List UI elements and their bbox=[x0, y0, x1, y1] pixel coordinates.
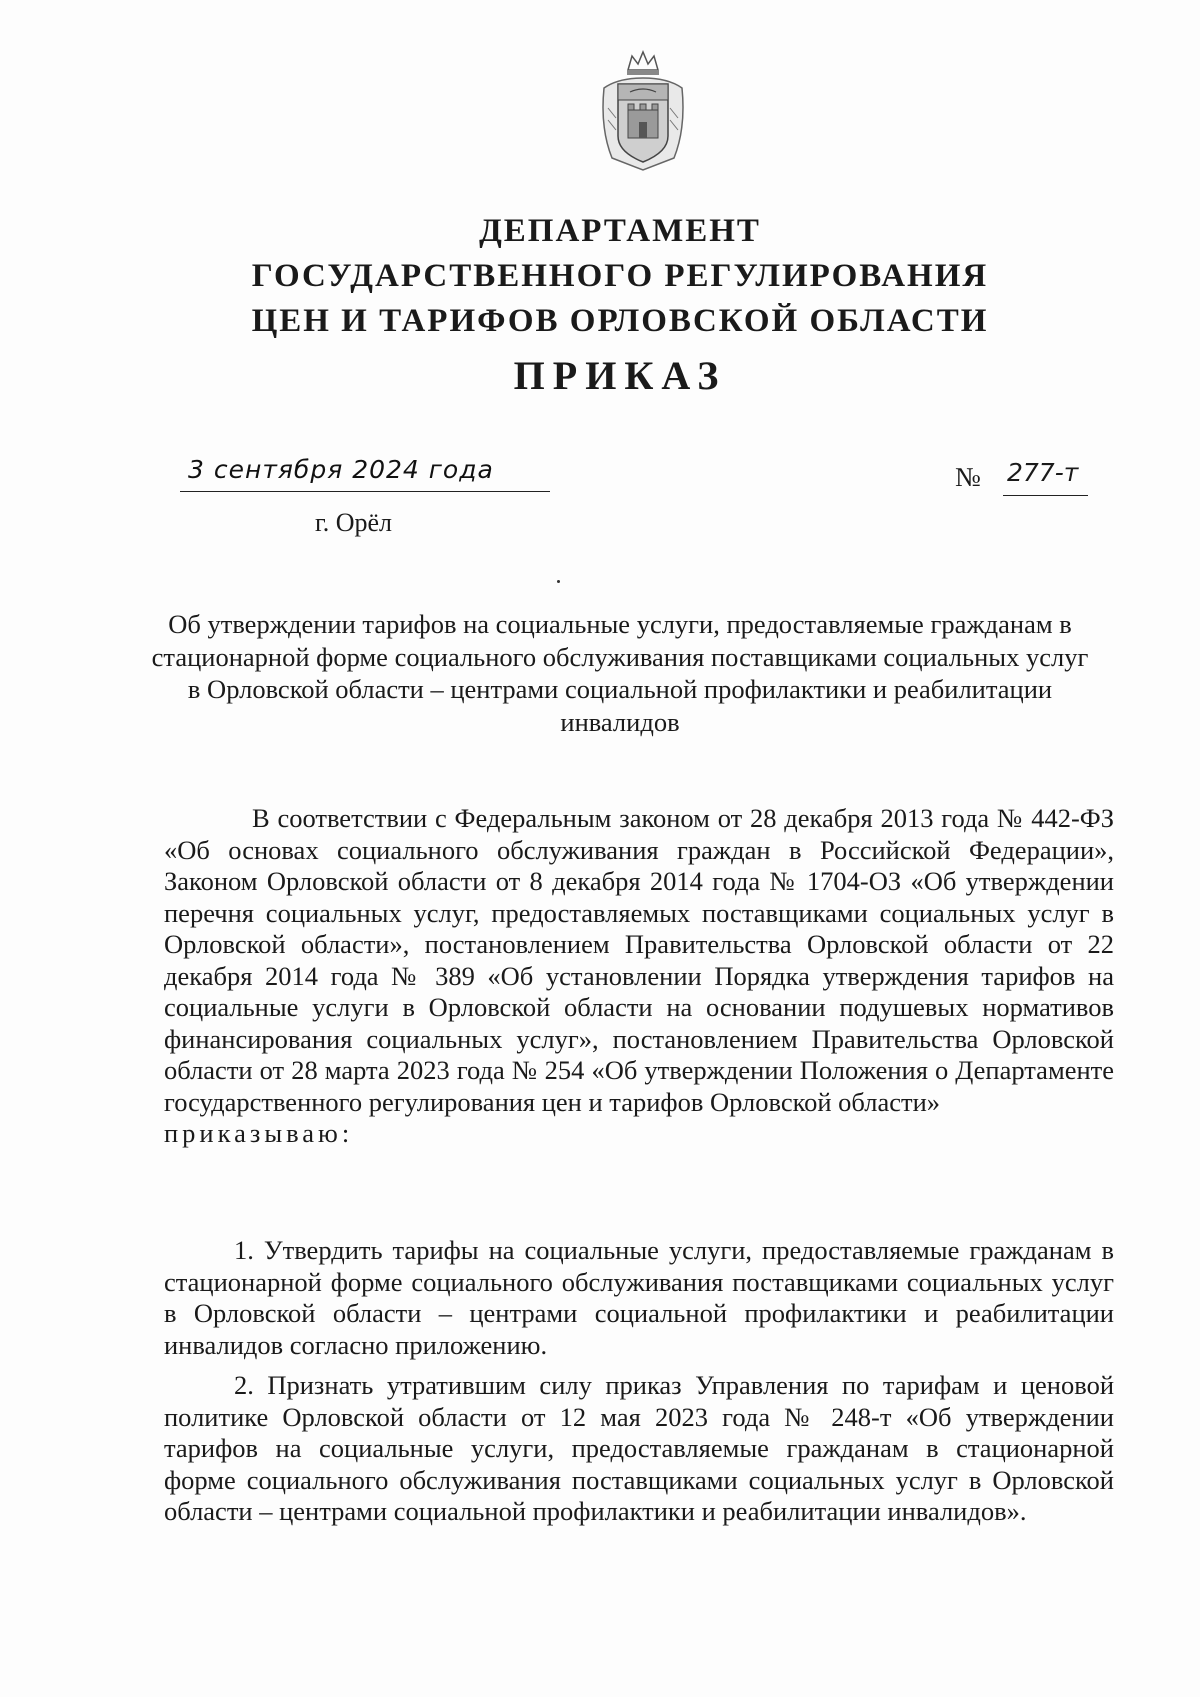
header-line-1: ДЕПАРТАМЕНТ bbox=[479, 213, 761, 249]
item-1-paragraph: 1. Утвердить тарифы на социальные услуги, предоставляемые гражданам в стационарной форме социального обслуживания поставщиками социальных услуг в Орловской области – центрами социальной профилактики и реабилитации инвалидов согласно приложению. bbox=[164, 1235, 1114, 1360]
number-sign: № bbox=[955, 462, 981, 492]
handwritten-date: 3 сентября 2024 года bbox=[188, 455, 494, 484]
header-line-2: ГОСУДАРСТВЕННОГО РЕГУЛИРОВАНИЯ bbox=[251, 258, 989, 294]
handwritten-number: 277-т bbox=[1007, 458, 1079, 487]
city-label: г. Орёл bbox=[315, 508, 393, 537]
stray-dot bbox=[557, 580, 560, 583]
number-underline bbox=[1003, 495, 1088, 496]
order-word: приказываю: bbox=[164, 1118, 354, 1148]
header-line-3: ЦЕН И ТАРИФОВ ОРЛОВСКОЙ ОБЛАСТИ bbox=[251, 303, 989, 339]
item-2-paragraph: 2. Признать утратившим силу приказ Управления по тарифам и ценовой политике Орловской области от 12 мая 2023 года № 248-т «Об утверждении тарифов на социальные услуги, предоставляемые гражданам в стационарной форме социального обслуживания поставщиками социальных услуг в Орловской области – центрами социальной профилактики и реабилитации инвалидов». bbox=[164, 1370, 1114, 1526]
document-type-title: ПРИКАЗ bbox=[513, 353, 727, 398]
orel-oblast-coat-of-arms-icon bbox=[598, 48, 688, 174]
document-number-field bbox=[955, 458, 1120, 498]
order-subject: Об утверждении тарифов на социальные услуги, предоставляемые гражданам в стационарной форме социального обслуживания поставщиками социальных услуг в Орловской области – центрами социальной профилактики и реабилитации инвалидов bbox=[151, 609, 1089, 737]
preamble-text: В соответствии с Федеральным законом от 28 декабря 2013 года № 442-ФЗ «Об основах социального обслуживания граждан в Российской Федерации», Законом Орловской области от 8 декабря 2014 года № 1704-ОЗ «Об утверждении перечня социальных услуг, предоставляемых поставщиками социальных услуг в Орловской области», постановлением Правительства Орловской области от 22 декабря 2014 года № 389 «Об установлении Порядка утверждения тарифов на социальные услуги в Орловской области на основании подушевых нормативов финансирования социальных услуг», постановлением Правительства Орловской области от 28 марта 2023 года № 254 «Об утверждении Положения о Департаменте государственного регулирования цен и тарифов Орловской области» bbox=[164, 803, 1114, 1117]
date-field bbox=[180, 455, 550, 492]
preamble-paragraph bbox=[164, 803, 1114, 1150]
